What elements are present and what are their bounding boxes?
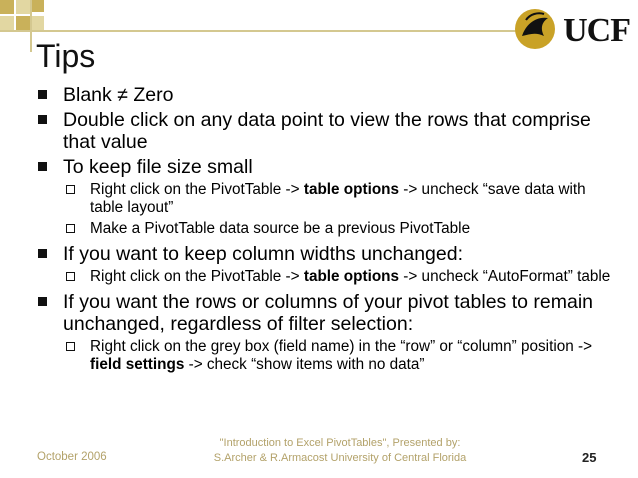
hollow-square-bullet-icon: [66, 224, 75, 233]
square-bullet-icon: [38, 90, 47, 99]
bullet-item: [36, 156, 616, 178]
bullet-item: [36, 243, 616, 265]
bullet-text: To keep file size small: [63, 156, 253, 178]
sub-bullet-item: [36, 220, 616, 238]
bullet-item: [36, 109, 616, 153]
square-bullet-icon: [38, 162, 47, 171]
menu-command-text: table options: [303, 181, 400, 198]
sub-bullet-text: -> uncheck “AutoFormat” table: [399, 268, 611, 285]
hollow-square-bullet-icon: [66, 342, 75, 351]
bullet-text: If you want to keep column widths unchanged:: [63, 243, 463, 265]
side-rule: [30, 0, 32, 52]
pegasus-icon: [512, 6, 558, 52]
square-bullet-icon: [38, 249, 47, 258]
footer-credit: [210, 436, 470, 466]
footer-credit-line1: "Introduction to Excel PivotTables", Presented by:: [219, 437, 461, 449]
bullet-text: Blank ≠ Zero: [63, 84, 174, 106]
sub-bullet-item: [36, 181, 616, 217]
bullet-item: [36, 84, 616, 106]
footer-credit-line2: S.Archer & R.Armacost University of Central Florida: [213, 452, 467, 464]
page-number: 25: [582, 450, 597, 465]
sub-bullet-text: Right click on the grey box (field name) in the “row” or “column” position ->: [90, 338, 593, 355]
sub-bullet-text: -> check “show items with no data”: [184, 356, 425, 373]
top-rule: [0, 30, 520, 32]
sub-bullet-text: -> uncheck “save data with table layout”: [90, 181, 586, 216]
sub-bullet-text: Right click on the PivotTable ->: [90, 268, 304, 285]
hollow-square-bullet-icon: [66, 272, 75, 281]
sub-bullet-item: [36, 338, 616, 374]
menu-command-text: table options: [303, 268, 400, 285]
footer-date: October 2006: [37, 451, 107, 463]
bullet-text: Double click on any data point to view the rows that comprise that value: [63, 109, 591, 153]
sub-bullet-text: Right click on the PivotTable ->: [90, 181, 304, 198]
bullet-list: [36, 84, 616, 379]
hollow-square-bullet-icon: [66, 185, 75, 194]
bullet-text: If you want the rows or columns of your pivot tables to remain unchanged, regardless of filter selection:: [63, 291, 593, 335]
square-bullet-icon: [38, 297, 47, 306]
sub-bullet-item: [36, 268, 616, 286]
slide-title: Tips: [36, 38, 96, 74]
menu-command-text: field settings: [90, 356, 185, 373]
logo-text: UCF: [563, 12, 630, 49]
ucf-logo: [512, 6, 630, 54]
square-bullet-icon: [38, 115, 47, 124]
sub-bullet-text: Make a PivotTable data source be a previous PivotTable: [90, 220, 471, 237]
bullet-item: [36, 291, 616, 335]
